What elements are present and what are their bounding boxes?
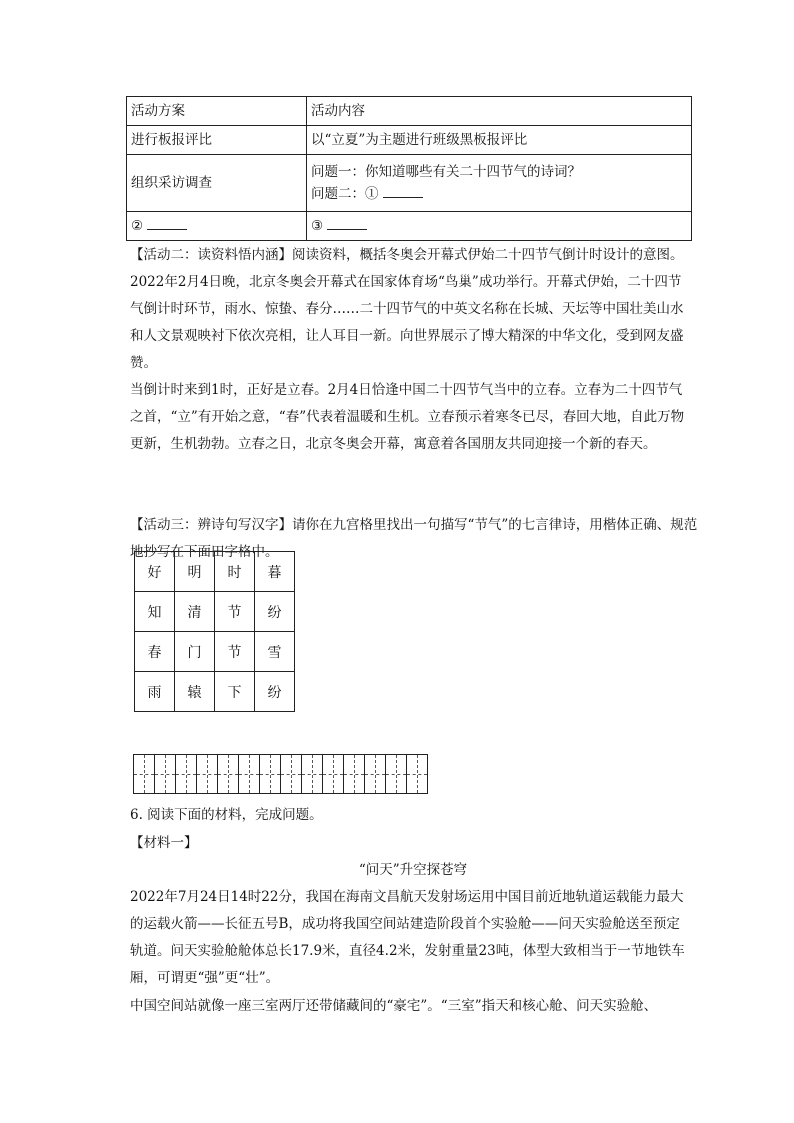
blank-label: ② <box>131 218 144 234</box>
grid-cell: 时 <box>215 552 255 592</box>
question-two-label: 问题二：① <box>311 186 379 202</box>
question-one: 问题一：你知道哪些有关二十四节气的诗词？ <box>311 164 581 180</box>
grid-cell: 明 <box>175 552 215 592</box>
blank-label: ③ <box>311 218 324 234</box>
table-cell-questions <box>307 155 692 212</box>
table-header-cell: 活动方案 <box>127 97 307 126</box>
answer-blank-2[interactable] <box>147 216 187 230</box>
grid-cell: 门 <box>175 632 215 672</box>
grid-cell: 暮 <box>255 552 295 592</box>
table-cell: 以“立夏”为主题进行班级黑板报评比 <box>307 126 692 155</box>
question-6-prompt: 6. 阅读下面的材料，完成问题。 <box>130 807 323 823</box>
writing-cell[interactable] <box>323 755 344 793</box>
table-row <box>127 212 692 241</box>
answer-blank-1[interactable] <box>383 184 423 198</box>
table-cell <box>127 212 307 241</box>
writing-cell[interactable] <box>239 755 260 793</box>
material-label: 【材料一】 <box>130 835 198 851</box>
grid-cell: 辕 <box>175 672 215 712</box>
activity2-heading: 【活动二：读资料悟内涵】阅读资料，概括冬奥会开幕式伊始二十四节气倒计时设计的意图。 <box>130 247 684 263</box>
tianzige-writing-grid[interactable] <box>133 754 428 794</box>
writing-cell[interactable] <box>302 755 323 793</box>
activity3-heading: 【活动三：辨诗句写汉字】请你在九宫格里找出一句描写“节气”的七言律诗，用楷体正确、规范地抄写在下面田字格中。 <box>130 517 698 560</box>
activity2-paragraph-2: 当倒计时来到1时，正好是立春。2月4日恰逢中国二十四节气当中的立春。立春为二十四节气之首，“立”有开始之意，“春”代表着温暖和生机。立春预示着寒冬已尽，春回大地，自此万物更新，生机勃勃。立春之日，北京冬奥会开幕，寓意着各国朋友共同迎接一个新的春天。 <box>130 382 685 452</box>
writing-cell[interactable] <box>260 755 281 793</box>
writing-cell[interactable] <box>134 755 155 793</box>
grid-cell: 下 <box>215 672 255 712</box>
grid-cell: 清 <box>175 592 215 632</box>
table-cell: 进行板报评比 <box>127 126 307 155</box>
nine-grid <box>134 551 295 712</box>
table-cell: 组织采访调查 <box>127 155 307 212</box>
grid-cell: 知 <box>135 592 175 632</box>
writing-cell[interactable] <box>344 755 365 793</box>
writing-cell[interactable] <box>218 755 239 793</box>
grid-row <box>135 632 295 672</box>
table-row <box>127 97 692 126</box>
table-row <box>127 155 692 212</box>
writing-cell[interactable] <box>155 755 176 793</box>
grid-row <box>135 672 295 712</box>
material-paragraph-1: 2022年7月24日14时22分，我国在海南文昌航天发射场运用中国目前近地轨道运载能力最大的运载火箭——长征五号B，成功将我国空间站建造阶段首个实验舱——问天实验舱送至预定轨道。问天实验舱舱体总长17.9米，直径4.2米，发射重量23吨，体型大致相当于一节地铁车厢，可谓更“强”更“壮”。 <box>130 889 685 986</box>
activity-plan-table <box>126 96 692 241</box>
writing-cell[interactable] <box>407 755 428 793</box>
grid-cell: 雪 <box>255 632 295 672</box>
table-cell <box>307 212 692 241</box>
answer-blank-3[interactable] <box>327 216 367 230</box>
table-header-cell: 活动内容 <box>307 97 692 126</box>
writing-cell[interactable] <box>281 755 302 793</box>
table-row <box>127 126 692 155</box>
grid-cell: 好 <box>135 552 175 592</box>
grid-row <box>135 592 295 632</box>
question-two <box>311 183 687 205</box>
writing-cell[interactable] <box>365 755 386 793</box>
writing-cell[interactable] <box>197 755 218 793</box>
writing-cell[interactable] <box>386 755 407 793</box>
material-title: “问天”升空探苍穹 <box>358 862 468 878</box>
grid-cell: 纷 <box>255 592 295 632</box>
material-paragraph-2: 中国空间站就像一座三室两厅还带储藏间的“豪宅”。“三室”指天和核心舱、问天实验舱、 <box>130 998 658 1014</box>
grid-cell: 纷 <box>255 672 295 712</box>
grid-row <box>135 552 295 592</box>
grid-cell: 节 <box>215 592 255 632</box>
grid-cell: 雨 <box>135 672 175 712</box>
grid-cell: 春 <box>135 632 175 672</box>
writing-cell[interactable] <box>176 755 197 793</box>
grid-cell: 节 <box>215 632 255 672</box>
activity2-paragraph-1: 2022年2月4日晚，北京冬奥会开幕式在国家体育场“鸟巢”成功举行。开幕式伊始，二十四节气倒计时环节，雨水、惊蛰、春分……二十四节气的中英文名称在长城、天坛等中国壮美山水和人文景观映衬下依次亮相，让人耳目一新。向世界展示了博大精深的中华文化，受到网友盛赞。 <box>130 274 684 371</box>
